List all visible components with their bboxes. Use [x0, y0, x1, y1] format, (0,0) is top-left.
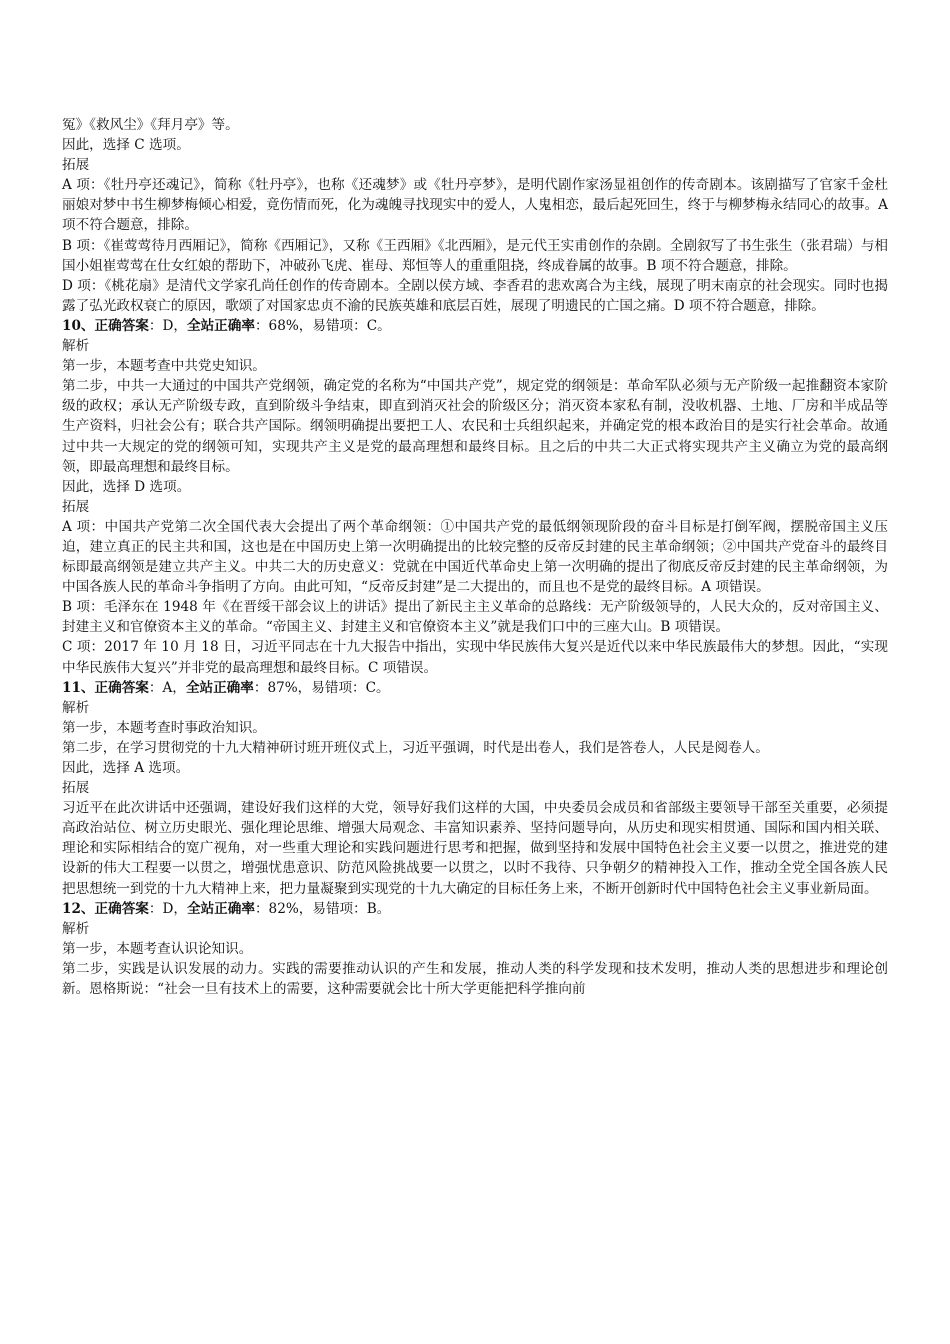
- q10-option-c: C 项：2017 年 10 月 18 日，习近平同志在十九大报告中指出，实现中华民族伟大复兴是近代以来中华民族最伟大的梦想。因此，“实现中华民族伟大复兴”并非党的最高理想和最终目标。C 项错误。: [62, 639, 888, 676]
- document-page: [62, 115, 888, 999]
- q12-analysis-label: 解析: [62, 920, 90, 937]
- q11-rate-value: ：87%，易错项：C。: [253, 679, 390, 696]
- q11-analysis-label: 解析: [62, 699, 90, 716]
- q12-step2: 第二步，实践是认识发展的动力。实践的需要推动认识的产生和发展，推动人类的科学发现和技术发明，推动人类的思想进步和理论创新。恩格斯说：“社会一旦有技术上的需要，这种需要就会比十所大学更能把科学推向前: [62, 960, 888, 998]
- q12-step1: 第一步，本题考查认识论知识。: [62, 940, 253, 957]
- q12-rate-value: ：82%，易错项：B。: [254, 900, 391, 917]
- q11-answer-num: 11、正确答案: [62, 679, 149, 696]
- q10-rate-label: 全站正确率: [186, 317, 255, 334]
- q11-step1: 第一步，本题考查时事政治知识。: [62, 719, 266, 736]
- q10-step2: 第二步，中共一大通过的中国共产党纲领，确定党的名称为“中国共产党”，规定党的纲领是：革命军队必须与无产阶级一起推翻资本家阶级的政权；承认无产阶级专政，直到阶级斗争结束，即直到消灭社会的阶级区分；消灭资本家私有制，没收机器、土地、厂房和半成品等生产资料，归社会公有；联合共产国际。纲领明确提出要把工人、农民和士兵组织起来，并确定党的根本政治目的是实行社会革命。故通过中共一大规定的党的纲领可知，实现共产主义是党的最高理想和最终目标。且之后的中共二大正式将实现共产主义确立为党的最高纲领，即最高理想和最终目标。: [62, 378, 888, 475]
- q11-answer-header: [62, 678, 888, 698]
- q11-expand-text: 习近平在此次讲话中还强调，建设好我们这样的大党，领导好我们这样的大国，中央委员会成员和省部级主要领导干部至关重要，必须提高政治站位、树立历史眼光、强化理论思维、增强大局观念、丰富知识素养、坚持问题导向，从历史和现实相贯通、国际和国内相关联、理论和实际相结合的宽广视角，对一些重大理论和实践问题进行思考和把握，做到坚持和发展中国特色社会主义要一以贯之，推进党的建设新的伟大工程要一以贯之，增强忧患意识、防范风险挑战要一以贯之，以时不我待、只争朝夕的精神投入工作，推动全党全国各族人民把思想统一到党的十九大精神上来，把力量凝聚到实现党的十九大确定的目标任务上来，不断开创新时代中国特色社会主义事业新局面。: [62, 800, 888, 897]
- q12-answer-num: 12、正确答案: [62, 900, 149, 917]
- q9-option-b: B 项：《崔莺莺待月西厢记》，简称《西厢记》，又称《王西厢》《北西厢》，是元代王实甫创作的杂剧。全剧叙写了书生张生（张君瑞）与相国小姐崔莺莺在仕女红娘的帮助下，冲破孙飞虎、崔母、郑恒等人的重重阻挠，终成眷属的故事。B 项不符合题意，排除。: [62, 237, 888, 274]
- q9-conclusion: 因此，选择 C 选项。: [62, 137, 190, 154]
- q9-expand-label: 拓展: [62, 157, 90, 174]
- q12-answer-value: ：D，: [148, 900, 187, 917]
- q10-option-b: B 项：毛泽东在 1948 年《在晋绥干部会议上的讲话》提出了新民主主义革命的总路线：无产阶级领导的，人民大众的，反对帝国主义、封建主义和官僚资本主义的革命。“帝国主义、封建主义和官僚资本主义”就是我们口中的三座大山。B 项错误。: [62, 599, 888, 636]
- q9-option-d: D 项：《桃花扇》是清代文学家孔尚任创作的传奇剧本。全剧以侯方域、李香君的悲欢离合为主线，展现了明末南京的社会现实。同时也揭露了弘光政权衰亡的原因，歌颂了对国家忠贞不渝的民族英雄和底层百姓，展现了明遗民的亡国之痛。D 项不符合题意，排除。: [62, 277, 888, 314]
- q10-rate-value: ：68%，易错项：C。: [254, 317, 391, 334]
- q12-rate-label: 全站正确率: [186, 900, 255, 917]
- q9-option-a: A 项：《牡丹亭还魂记》，简称《牡丹亭》，也称《还魂梦》或《牡丹亭梦》，是明代剧作家汤显祖创作的传奇剧本。该剧描写了官家千金杜丽娘对梦中书生柳梦梅倾心相爱，竟伤情而死，化为魂魄寻找现实中的爱人，人鬼相恋，最后起死回生，终于与柳梦梅永结同心的故事。A 项不符合题意，排除。: [62, 177, 888, 234]
- q10-answer-num: 10、正确答案: [62, 317, 149, 334]
- q9-tail-line: 冤》《救风尘》《拜月亭》等。: [62, 117, 239, 133]
- q11-step2: 第二步，在学习贯彻党的十九大精神研讨班开班仪式上，习近平强调，时代是出卷人，我们是答卷人，人民是阅卷人。: [62, 739, 769, 756]
- q12-answer-header: [62, 899, 888, 919]
- q10-option-a: A 项：中国共产党第二次全国代表大会提出了两个革命纲领：①中国共产党的最低纲领现阶段的奋斗目标是打倒军阀，摆脱帝国主义压迫，建立真正的民主共和国，这也是在中国历史上第一次明确提出的比较完整的反帝反封建的民主革命纲领；②中国共产党奋斗的最终目标即最高纲领是建立共产主义。中共二大的历史意义：党就在中国近代革命史上第一次明确的提出了彻底反帝反封建的民主革命纲领，为中国各族人民的革命斗争指明了方向。由此可知，“反帝反封建”是二大提出的，而且也不是党的最终目标。A 项错误。: [62, 518, 888, 596]
- q11-conclusion: 因此，选择 A 选项。: [62, 760, 190, 776]
- q11-rate-label: 全站正确率: [185, 679, 254, 696]
- q10-step1: 第一步，本题考查中共党史知识。: [62, 358, 266, 375]
- q11-expand-label: 拓展: [62, 780, 90, 797]
- q10-conclusion: 因此，选择 D 选项。: [62, 478, 191, 495]
- q10-answer-header: [62, 316, 888, 336]
- q10-answer-value: ：D，: [148, 317, 187, 334]
- q11-answer-value: ：A，: [148, 679, 186, 696]
- q10-analysis-label: 解析: [62, 338, 90, 355]
- q10-expand-label: 拓展: [62, 498, 90, 515]
